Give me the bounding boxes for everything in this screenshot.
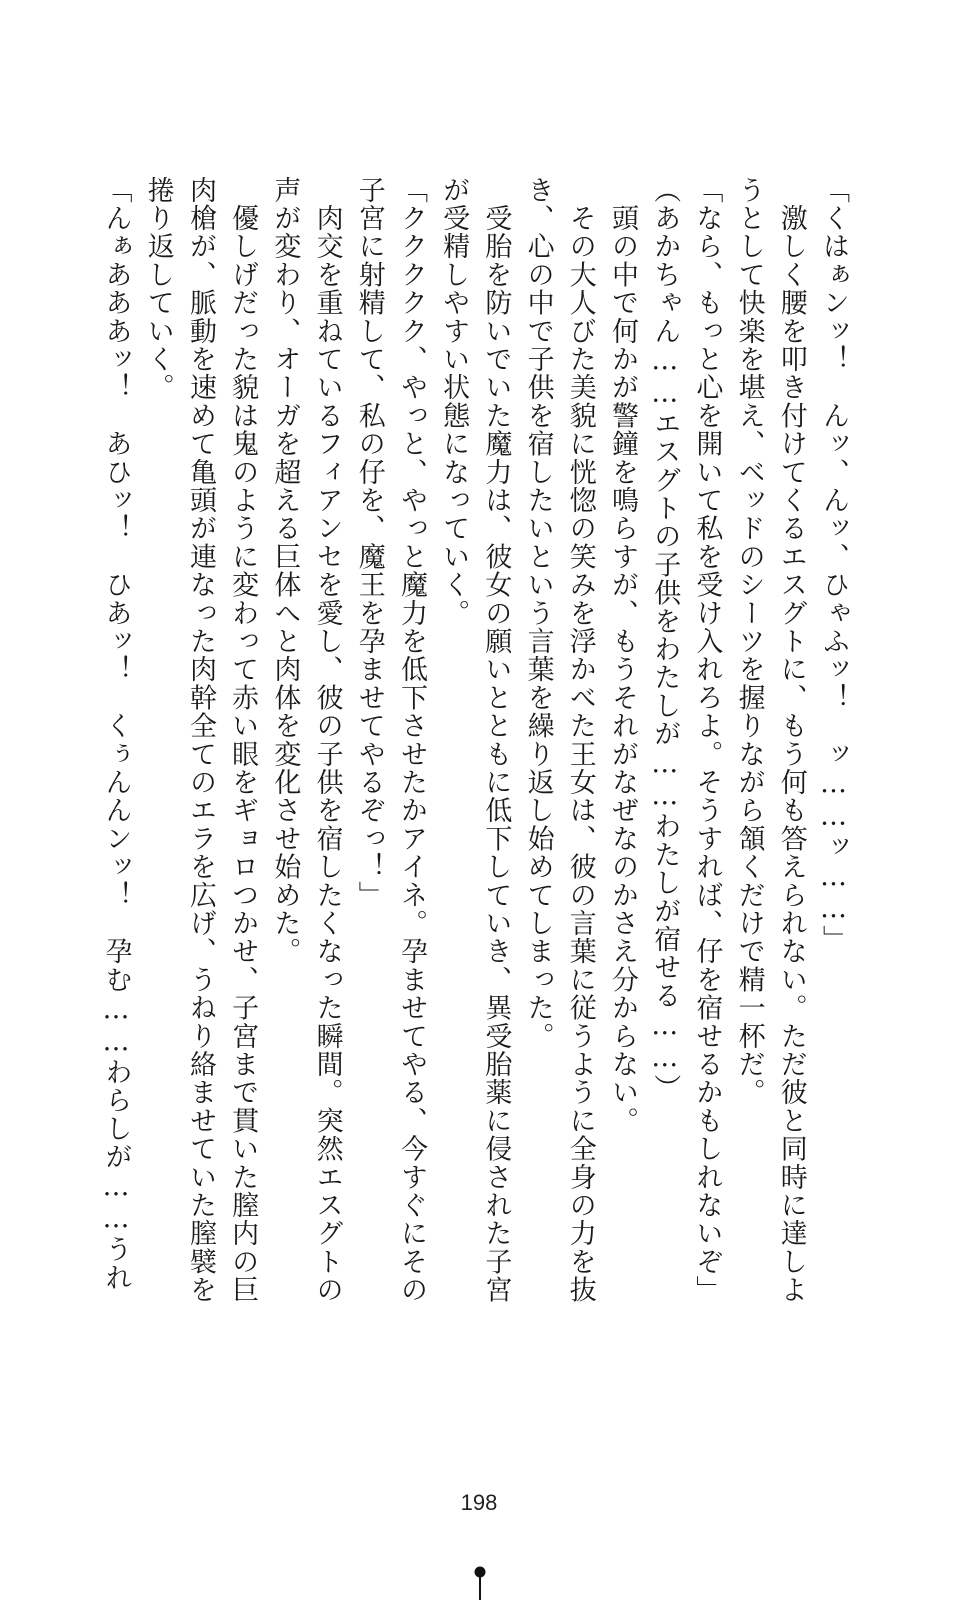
paragraph: （あかちゃん……エスグトの子供をわたしが……わたしが宿せる……） [649,176,681,1103]
paragraph: 「くはぁンッ！ んッ、んッ、ひゃふッ！ ッ……ッ……」 [818,176,849,954]
paragraph: 肉交を重ねているフィアンセを愛し、彼の子供を宿したくなった瞬間。突然エスグトの声が変わり、オーガを超える巨体へと肉体を変化させ始めた。 [269,176,343,1304]
body-text [94,176,854,1316]
paragraph: 激しく腰を叩き付けてくるエスグトに、もう何も答えられない。ただ彼と同時に達しようとして快楽を堪え、ベッドのシーツを握りながら頷くだけで精一杯だ。 [733,176,807,1304]
page-marker-icon [474,1566,486,1600]
paragraph: その大人びた美貌に恍惚の笑みを浮かべた王女は、彼の言葉に従うように全身の力を抜き、心の中で子供を宿したいという言葉を繰り返し始めてしまった。 [522,176,596,1304]
paragraph: 「んぁあああッ！ あひッ！ ひあッ！ くぅんんンッ！ 孕む……わらしが……うれ [100,176,132,1292]
paragraph: 受胎を防いでいた魔力は、彼女の願いとともに低下していき、異受胎薬に侵された子宮が受精しやすい状態になっていく。 [438,176,512,1304]
paragraph: 頭の中で何かが警鐘を鳴らすが、もうそれがなぜなのかさえ分からない。 [606,176,638,1135]
paragraph: 「ククククク、やっと、やっと魔力を低下させたかアイネ。孕ませてやる、今すぐにその子宮に射精して、私の仔を、魔王を孕ませてやるぞっ！」 [353,176,427,1304]
page-number: 198 [460,1490,498,1515]
paragraph: 優しげだった貌は鬼のように変わって赤い眼をギョロつかせ、子宮まで貫いた膣内の巨肉槍が、脈動を速めて亀頭が連なった肉幹全てのエラを広げ、うねり絡ませていた膣襞を捲り返していく。 [142,176,259,1304]
paragraph: 「なら、もっと心を開いて私を受け入れろよ。そうすれば、仔を宿せるかもしれないぞ」 [691,176,723,1304]
